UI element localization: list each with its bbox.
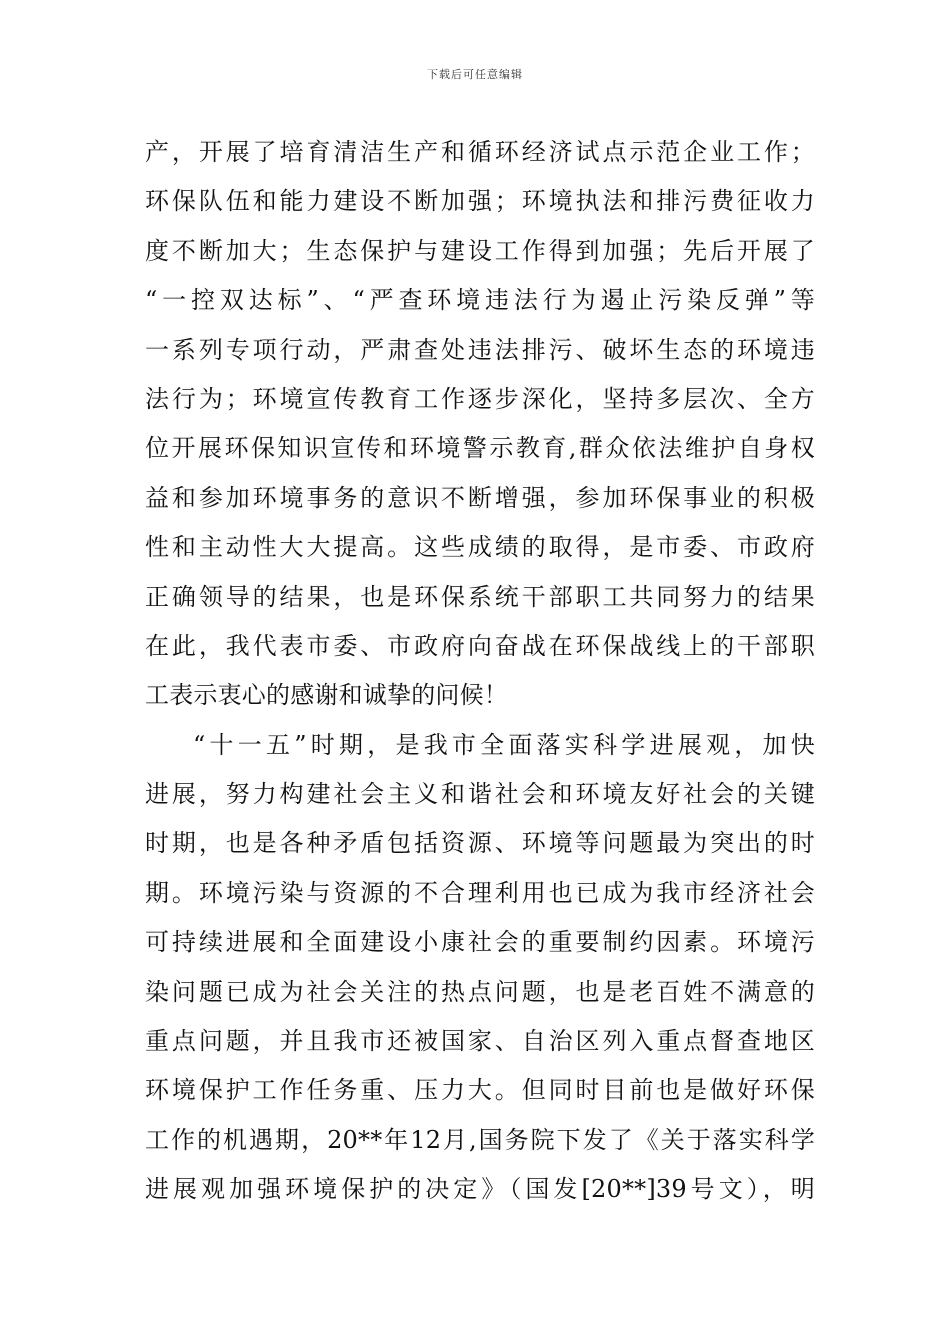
text-line: 染问题已成为社会关注的热点问题，也是老百姓不满意的 — [145, 977, 815, 1006]
text-line: 法行为；环境宣传教育工作逐步深化，坚持多层次、全方 — [145, 384, 815, 413]
text-line: 产，开展了培育清洁生产和循环经济试点示范企业工作； — [145, 138, 815, 166]
text-line: 进展，努力构建社会主义和谐社会和环境友好社会的关键 — [145, 780, 815, 809]
text-line: 度不断加大；生态保护与建设工作得到加强；先后开展了 — [145, 236, 815, 265]
text-line: 工表示衷心的感谢和诚挚的问候！ — [145, 681, 508, 710]
text-line: 一系列专项行动，严肃查处违法排污、破坏生态的环境违 — [145, 335, 815, 364]
text-line: 工作的机遇期，20**年12月,国务院下发了《关于落实科学 — [145, 1125, 815, 1154]
text-line: 性和主动性大大提高。这些成绩的取得，是市委、市政府 — [145, 533, 815, 562]
document-body — [145, 128, 815, 1215]
text-line: 可持续进展和全面建设小康社会的重要制约因素。环境污 — [145, 928, 815, 957]
text-line: 环境保护工作任务重、压力大。但同时目前也是做好环保 — [145, 1076, 815, 1105]
text-line: 位开展环保知识宣传和环境警示教育,群众依法维护自身权 — [145, 434, 815, 463]
text-line: 期。环境污染与资源的不合理利用也已成为我市经济社会 — [145, 878, 815, 907]
text-line: 进展观加强环境保护的决定》（国发[20**]39号文），明 — [145, 1175, 815, 1204]
paragraph-first-line: “十一五”时期，是我市全面落实科学进展观，加快 — [193, 730, 815, 759]
text-line: 益和参加环境事务的意识不断增强，参加环保事业的积极 — [145, 483, 815, 512]
text-line: 重点问题，并且我市还被国家、自治区列入重点督查地区 — [145, 1027, 815, 1056]
text-line: 环保队伍和能力建设不断加强；环境执法和排污费征收力 — [145, 187, 815, 216]
text-line: 时期，也是各种矛盾包括资源、环境等问题最为突出的时 — [145, 829, 815, 858]
page-header: 下载后可任意编辑 — [427, 68, 523, 81]
text-line: 在此，我代表市委、市政府向奋战在环保战线上的干部职 — [145, 631, 815, 660]
text-line: “一控双达标”、“严查环境违法行为遏止污染反弹”等 — [145, 286, 815, 315]
text-line: 正确领导的结果，也是环保系统干部职工共同努力的结果 — [145, 582, 815, 611]
